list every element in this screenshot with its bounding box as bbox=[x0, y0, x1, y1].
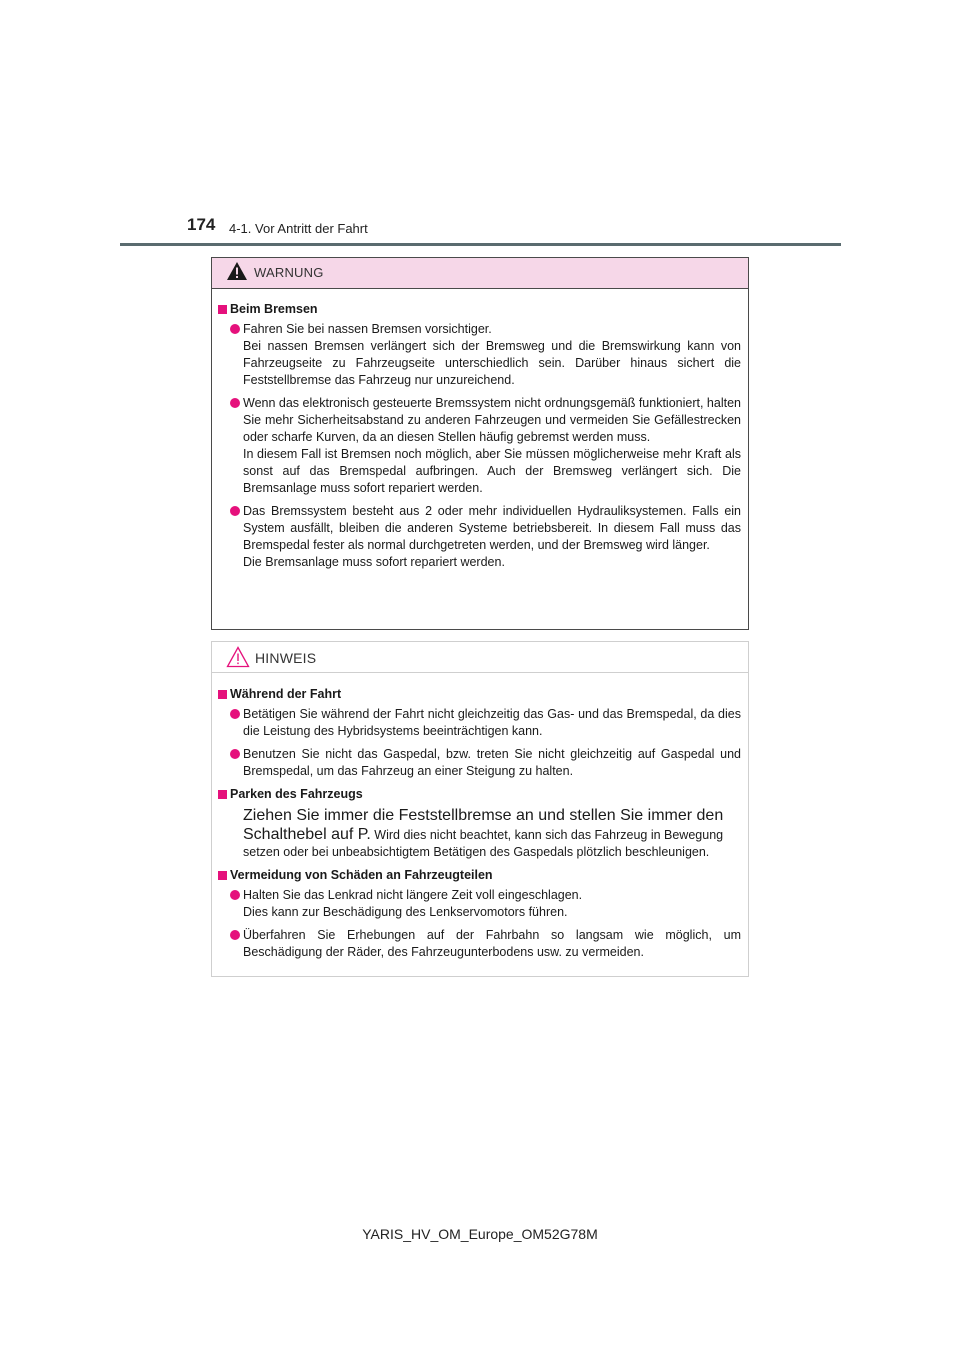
header-rule bbox=[120, 243, 841, 246]
warning-bullet bbox=[218, 503, 741, 571]
bullet-text: Fahren Sie bei nassen Bremsen vorsichtiger. bbox=[243, 322, 492, 336]
notice-content bbox=[212, 673, 748, 961]
round-bullet-icon bbox=[230, 709, 240, 719]
notice-header bbox=[212, 642, 748, 673]
notice-title: HINWEIS bbox=[255, 650, 317, 666]
round-bullet-icon bbox=[230, 324, 240, 334]
warning-content bbox=[212, 289, 748, 571]
bullet-text: Bei nassen Bremsen verlängert sich der Bremsweg und die Bremswirkung kann von Fahrzeugseite zu Fahrzeugseite unterschiedlich sein. Darüber hinaus sichert die Feststellbremse das Fahrzeug nur unzureichend. bbox=[243, 339, 741, 387]
bullet-text: Wenn das elektronisch gesteuerte Bremssystem nicht ordnungsgemäß funktioniert, halten Sie mehr Sicherheitsabstand zu anderen Fahrzeugen und vermeiden Sie Gefällestrecken oder scharfe Kurven, da an diesen Stellen häufig gebremst werden muss. bbox=[243, 396, 741, 444]
round-bullet-icon bbox=[230, 890, 240, 900]
bullet-text: In diesem Fall ist Bremsen noch möglich, aber Sie müssen möglicherweise mehr Kraft als sonst auf das Bremspedal aufbringen. Auch der Bremsweg verlängert sich. Die Bremsanlage muss sofort repariert werden. bbox=[243, 447, 741, 495]
topic-label: Vermeidung von Schäden an Fahrzeugteilen bbox=[230, 868, 493, 882]
section-title: 4-1. Vor Antritt der Fahrt bbox=[229, 221, 368, 236]
round-bullet-icon bbox=[230, 398, 240, 408]
bullet-text: Überfahren Sie Erhebungen auf der Fahrbahn so langsam wie möglich, um Beschädigung der Räder, des Fahrzeugunterbodens usw. zu vermeiden. bbox=[243, 928, 741, 959]
warning-topic bbox=[218, 301, 741, 318]
notice-bullet bbox=[218, 706, 741, 740]
notice-box bbox=[211, 641, 749, 977]
round-bullet-icon bbox=[230, 506, 240, 516]
page-number: 174 bbox=[187, 215, 216, 234]
warning-title: WARNUNG bbox=[254, 265, 324, 280]
bullet-text: Benutzen Sie nicht das Gaspedal, bzw. treten Sie nicht gleichzeitig auf Gaspedal und Bremspedal, um das Fahrzeug an einer Steigung zu halten. bbox=[243, 747, 741, 778]
bullet-text: Das Bremssystem besteht aus 2 oder mehr individuellen Hydrauliksystemen. Falls ein System ausfällt, bleiben die anderen Systeme betriebsbereit. In diesem Fall muss das Bremspedal fester als normal durchgetreten werden, und der Bremsweg wird länger. bbox=[243, 504, 741, 552]
notice-bullet bbox=[218, 746, 741, 780]
paragraph-lead: Ziehen Sie immer die Feststellbremse an und stellen Sie immer den Schalthebel auf P. bbox=[243, 807, 724, 843]
notice-bullet bbox=[218, 887, 741, 921]
warning-triangle-icon bbox=[226, 261, 248, 281]
notice-topic bbox=[218, 786, 741, 803]
square-bullet-icon bbox=[218, 690, 227, 699]
bullet-text: Halten Sie das Lenkrad nicht längere Zeit voll eingeschlagen. bbox=[243, 888, 583, 902]
warning-bullet bbox=[218, 321, 741, 389]
square-bullet-icon bbox=[218, 871, 227, 880]
notice-triangle-icon bbox=[226, 646, 250, 668]
square-bullet-icon bbox=[218, 790, 227, 799]
bullet-text: Betätigen Sie während der Fahrt nicht gleichzeitig das Gas- und das Bremspedal, da dies die Leistung des Hybridsystems beeinträchtigen kann. bbox=[243, 707, 741, 738]
notice-topic bbox=[218, 867, 741, 884]
bullet-text: Dies kann zur Beschädigung des Lenkservomotors führen. bbox=[243, 905, 568, 919]
topic-label: Parken des Fahrzeugs bbox=[230, 787, 363, 801]
footer-doc-id: YARIS_HV_OM_Europe_OM52G78M bbox=[362, 1226, 598, 1242]
warning-header bbox=[212, 258, 748, 289]
round-bullet-icon bbox=[230, 930, 240, 940]
notice-topic bbox=[218, 686, 741, 703]
warning-box bbox=[211, 257, 749, 630]
notice-paragraph bbox=[218, 806, 741, 861]
topic-label: Beim Bremsen bbox=[230, 302, 318, 316]
notice-bullet bbox=[218, 927, 741, 961]
paragraph-rest: Wird dies nicht beachtet, kann sich das Fahrzeug in Bewegung setzen oder bei unbeabsichtigtem Betätigen des Gaspedals plötzlich beschleunigen. bbox=[243, 828, 724, 859]
square-bullet-icon bbox=[218, 305, 227, 314]
warning-bullet bbox=[218, 395, 741, 497]
round-bullet-icon bbox=[230, 749, 240, 759]
bullet-text: Die Bremsanlage muss sofort repariert werden. bbox=[243, 555, 505, 569]
topic-label: Während der Fahrt bbox=[230, 687, 342, 701]
